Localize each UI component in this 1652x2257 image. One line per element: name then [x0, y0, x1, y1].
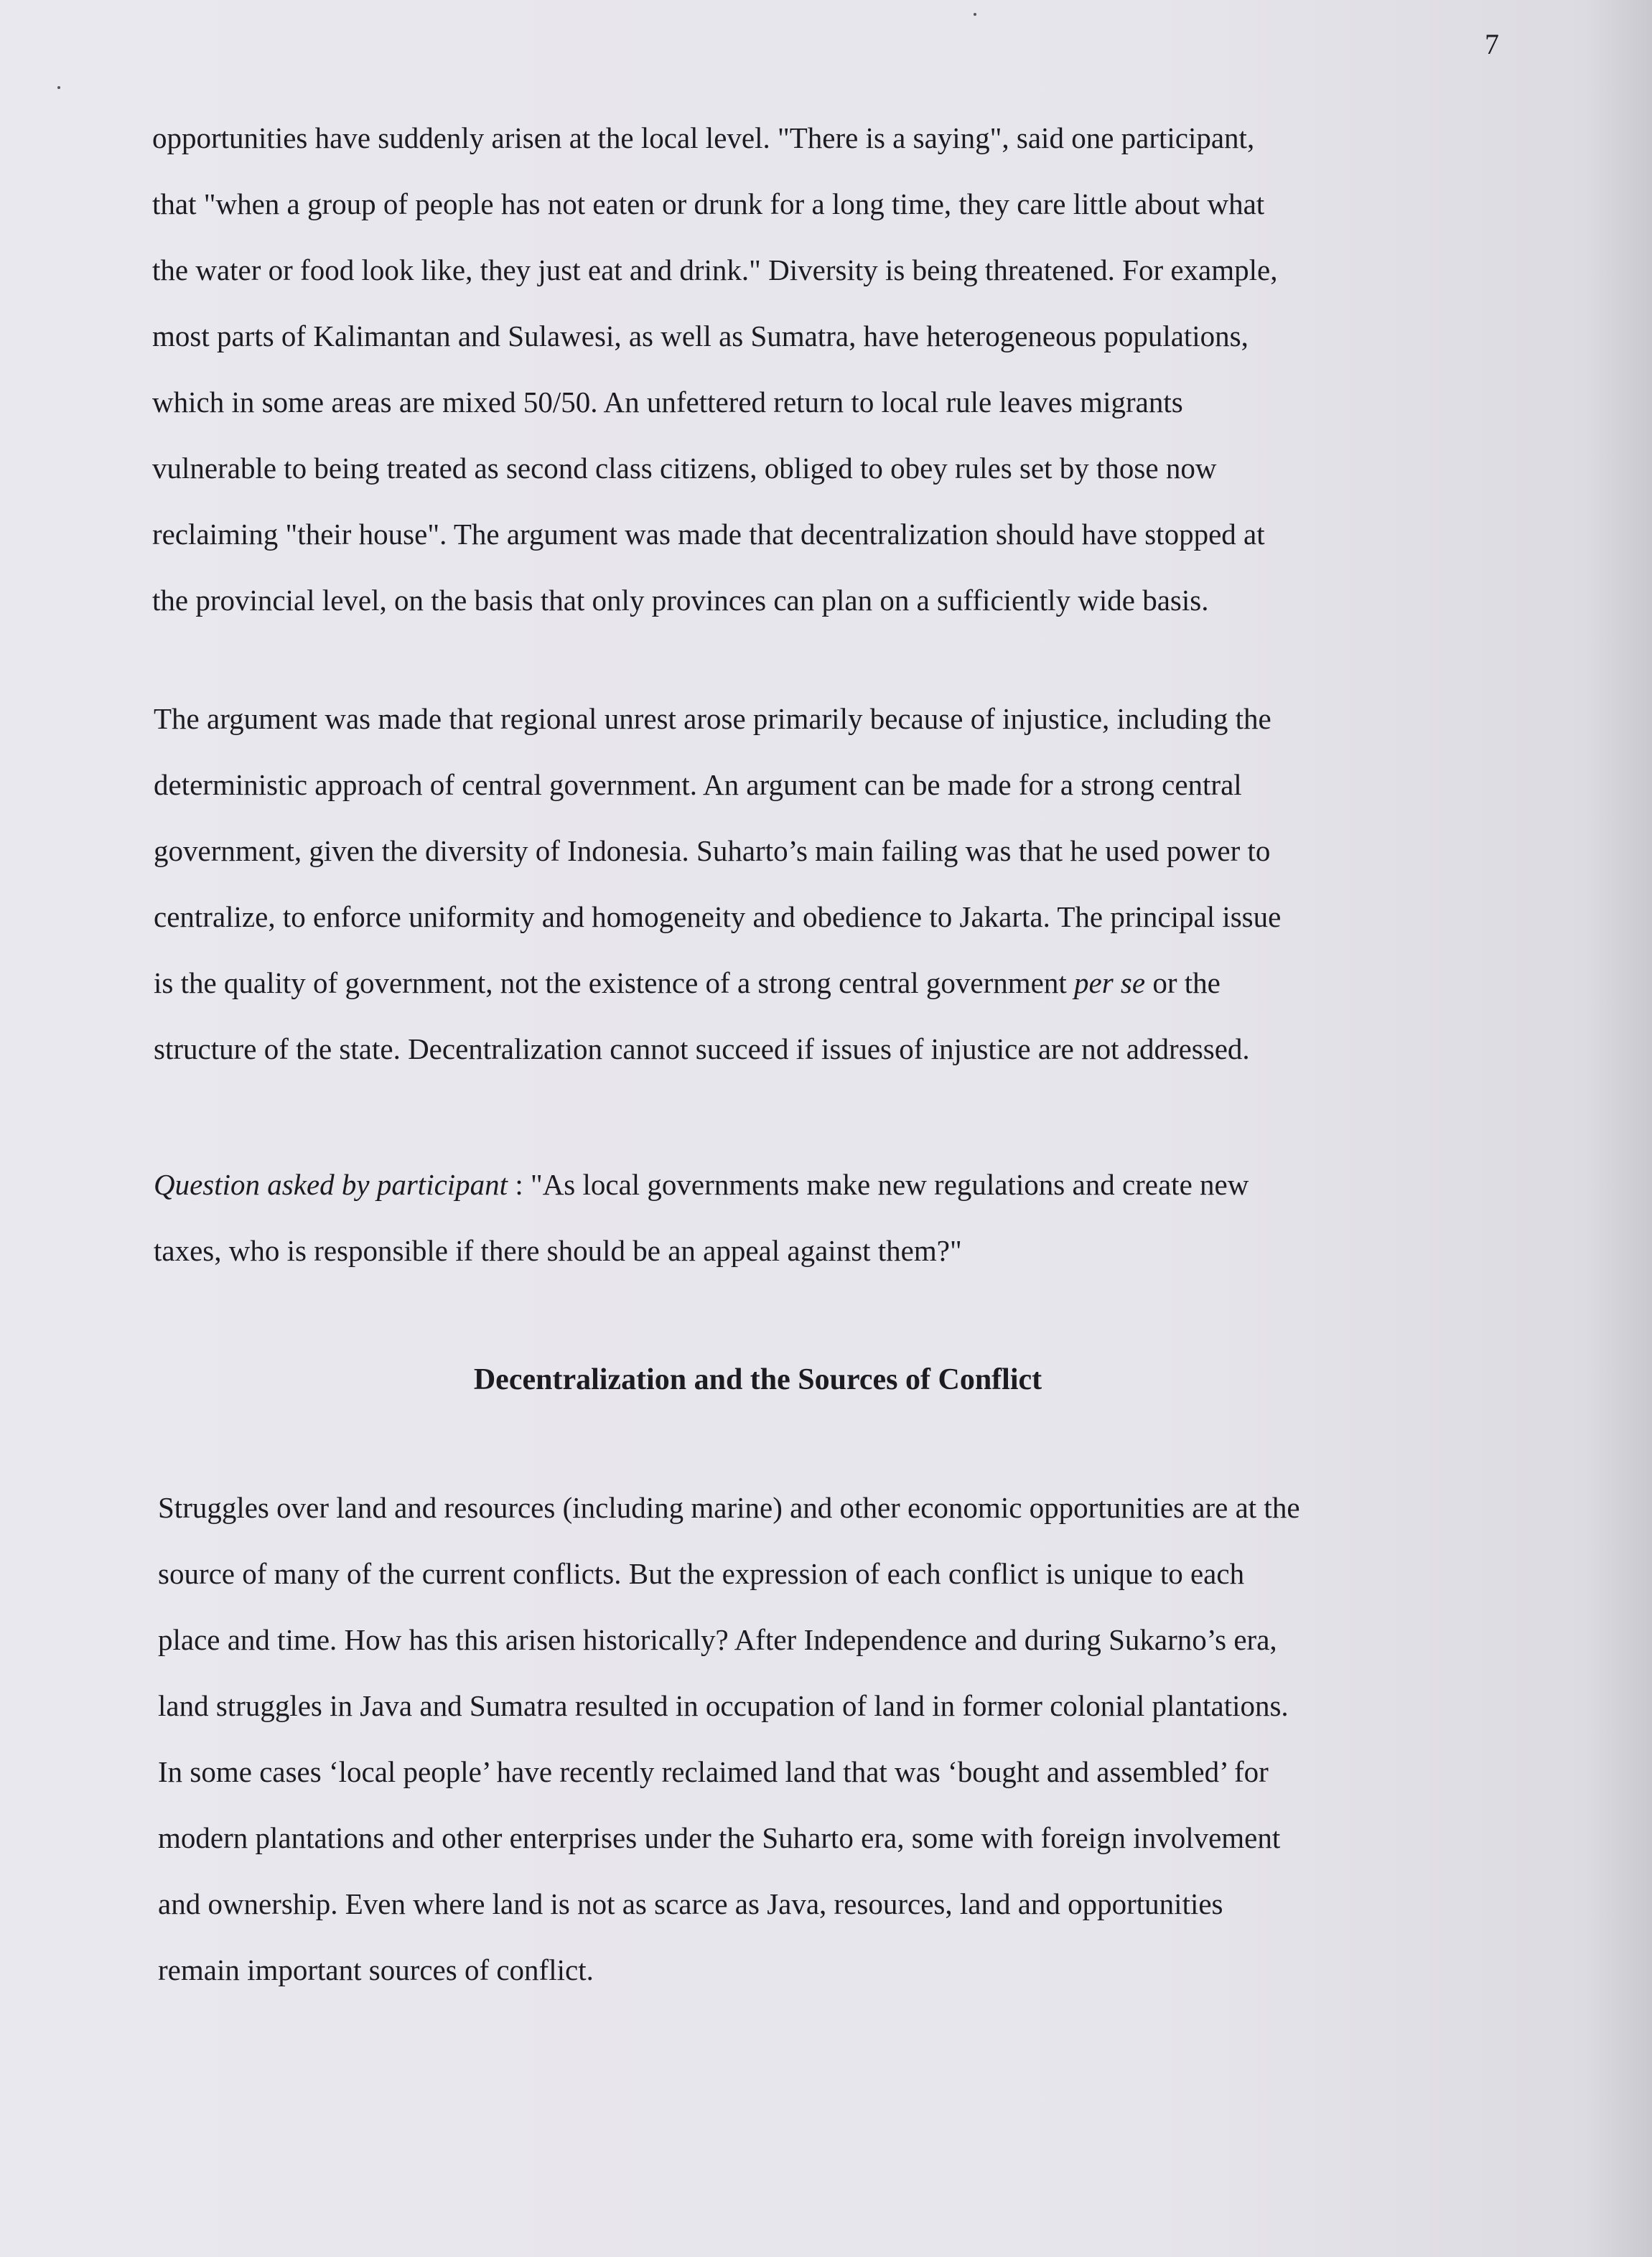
paragraph-local-opportunities — [152, 105, 1595, 633]
section-heading: Decentralization and the Sources of Conflict — [473, 1363, 1042, 1396]
text-line: In some cases ‘local people’ have recently reclaimed land that was ‘bought and assembled’ for — [158, 1755, 1269, 1788]
text-segment: is the quality of government, not the existence of a strong central government — [154, 966, 1075, 999]
text-line: and ownership. Even where land is not as scarce as Java, resources, land and opportunities — [158, 1887, 1223, 1920]
italic-term: per se — [1074, 966, 1146, 999]
text-line: The argument was made that regional unrest arose primarily because of injustice, including the — [154, 702, 1271, 735]
text-line: which in some areas are mixed 50/50. An unfettered return to local rule leaves migrants — [152, 385, 1183, 419]
text-line: source of many of the current conflicts. But the expression of each conflict is unique to each — [158, 1557, 1245, 1590]
text-line-with-italic — [154, 950, 1597, 1016]
text-line: that "when a group of people has not eaten or drunk for a long time, they care little about what — [152, 187, 1265, 220]
question-label: Question asked by participant — [154, 1168, 508, 1201]
text-line: place and time. How has this arisen historically? After Independence and during Sukarno’s era, — [158, 1623, 1277, 1656]
paragraph-land-struggles — [158, 1475, 1601, 2003]
question-line — [154, 1151, 1597, 1218]
text-line: most parts of Kalimantan and Sulawesi, as well as Sumatra, have heterogeneous populations, — [152, 319, 1249, 352]
text-line: opportunities have suddenly arisen at the local level. "There is a saying", said one participant, — [152, 121, 1255, 154]
text-line: the water or food look like, they just eat and drink." Diversity is being threatened. For example, — [152, 253, 1278, 286]
text-segment: or the — [1145, 966, 1221, 999]
text-line: reclaiming "their house". The argument was made that decentralization should have stopped at — [152, 518, 1265, 551]
text-line: the provincial level, on the basis that only provinces can plan on a sufficiently wide basis. — [152, 584, 1209, 617]
text-line: deterministic approach of central government. An argument can be made for a strong central — [154, 768, 1242, 801]
text-line: government, given the diversity of Indonesia. Suharto’s main failing was that he used power to — [154, 834, 1271, 867]
paragraph-regional-unrest — [154, 686, 1597, 1082]
text-line: structure of the state. Decentralization cannot succeed if issues of injustice are not addressed. — [154, 1032, 1250, 1065]
scan-speck — [57, 86, 60, 89]
text-line: vulnerable to being treated as second class citizens, obliged to obey rules set by those now — [152, 452, 1217, 485]
page-number: 7 — [1485, 28, 1499, 60]
question-text: : "As local governments make new regulations and create new — [508, 1168, 1249, 1201]
scan-speck — [974, 13, 976, 16]
text-line: modern plantations and other enterprises under the Suharto era, some with foreign involvement — [158, 1821, 1281, 1854]
text-line: centralize, to enforce uniformity and homogeneity and obedience to Jakarta. The principal issue — [154, 900, 1282, 933]
participant-question — [154, 1151, 1597, 1284]
text-line: land struggles in Java and Sumatra resulted in occupation of land in former colonial plantations. — [158, 1689, 1289, 1722]
text-line: remain important sources of conflict. — [158, 1953, 594, 1986]
text-line: Struggles over land and resources (including marine) and other economic opportunities are at the — [158, 1491, 1300, 1524]
question-line: taxes, who is responsible if there should be an appeal against them?" — [154, 1234, 962, 1267]
